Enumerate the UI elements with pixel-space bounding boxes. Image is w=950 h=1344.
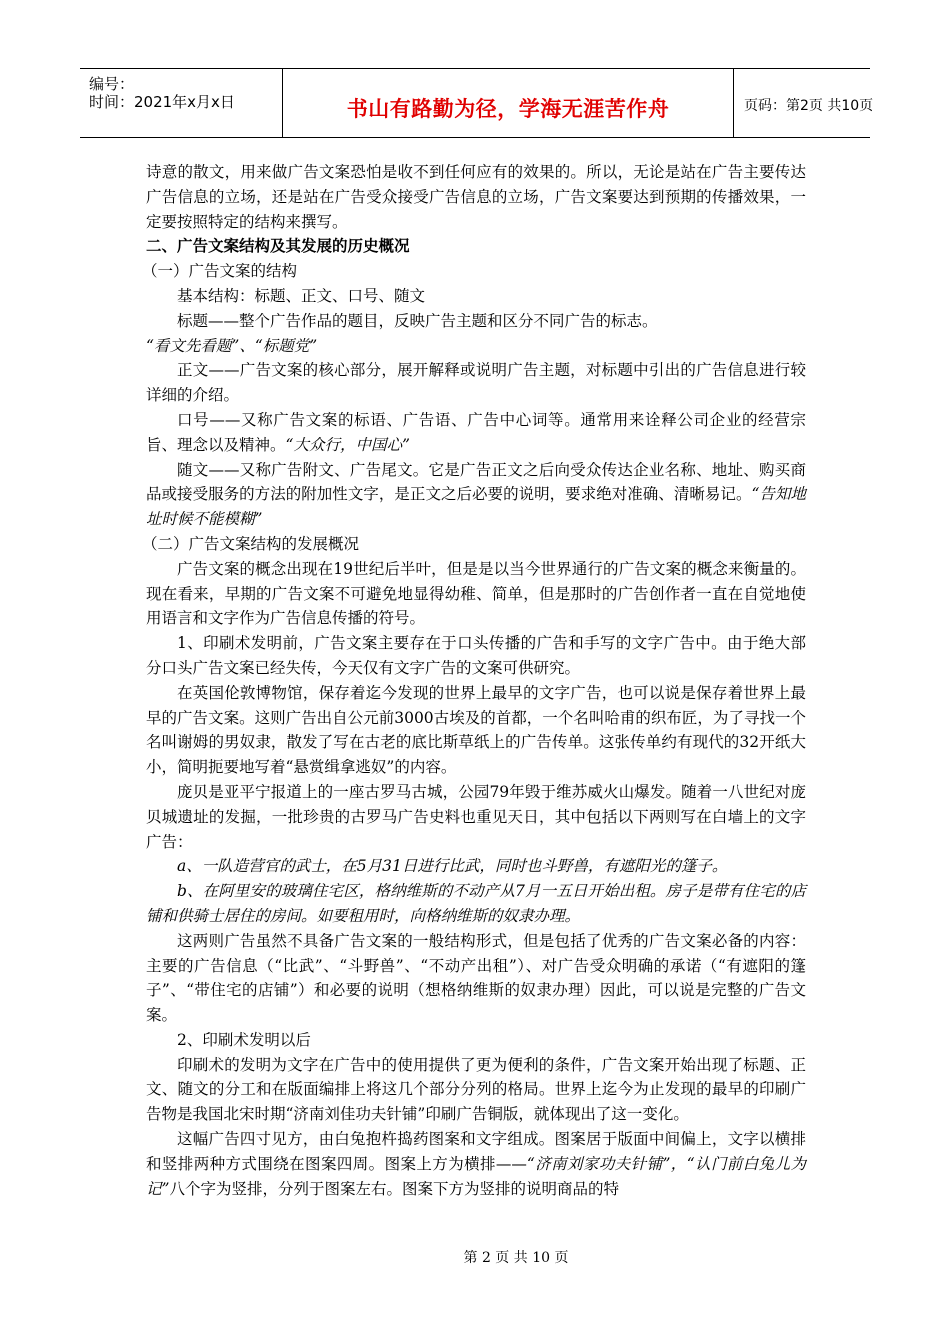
quote-title: “看文先看题”、“标题党” xyxy=(146,336,318,355)
header-motto: 书山有路勤为径，学海无涯苦作舟 xyxy=(346,97,670,121)
quote-white-rabbit: “认门前白兔儿为记” xyxy=(146,1154,806,1198)
paragraph-slogan-definition xyxy=(146,408,806,458)
paragraph-after-printing-heading: 2、印刷术发明以后 xyxy=(177,1030,311,1049)
quote-suiwen: “告知地址时候不能模糊” xyxy=(146,485,806,529)
header-motto-cell xyxy=(282,69,734,137)
paragraph-intro-continued: 诗意的散文，用来做广告文案恐怕是收不到任何应有的效果的。所以，无论是站在广告主要传达广告信息的立场，还是站在广告受众接受广告信息的立场，广告文案要达到预期的传播效果，一定要按照特定的结构来撰写。 xyxy=(146,163,806,231)
paragraph-pompeii: 庞贝是亚平宁报道上的一座古罗马古城，公园79年毁于维苏威火山爆发。随着一八世纪对庞贝城遗址的发掘，一批珍贵的古罗马广告史料也重见天日，其中包括以下两则写在白墙上的文字广告： xyxy=(146,782,806,851)
paragraph-body-definition: 正文——广告文案的核心部分，展开解释或说明广告主题，对标题中引出的广告信息进行较详细的介绍。 xyxy=(146,361,806,405)
document-date-label: 时间：2021年x月x日 xyxy=(89,93,235,111)
page-footer xyxy=(0,1247,950,1267)
paragraph-before-printing: 1、印刷术发明前，广告文案主要存在于口头传播的广告和手写的文字广告中。由于绝大部分口头广告文案已经失传，今天仅有文字广告的文案可供研究。 xyxy=(146,634,806,677)
rabbit-ad-text-start: 这幅广告四寸见方，由白兔抱杵捣药图案和文字组成。图案居于版面中间偏上，文字以横排和竖排两种方式围绕在图案四周。图案上方为横排—— xyxy=(146,1130,806,1173)
quote-shop-name: “济南刘家功夫针铺”， xyxy=(526,1154,687,1173)
list-item-b: b、在阿里安的玻璃住宅区，格纳维斯的不动产从7月一五日开始出租。房子是带有住宅的店铺和供骑士居住的房间。如要租用时，向格纳维斯的奴隶办理。 xyxy=(146,882,806,925)
subsection-heading-development: （二）广告文案结构的发展概况 xyxy=(142,534,360,553)
paragraph-printing-invention: 印刷术的发明为文字在广告中的使用提供了更为便利的条件，广告文案开始出现了标题、正文、随文的分工和在版面编排上将这几个部分分列的格局。世界上迄今为止发现的最早的印刷广告物是我国北宋时期“济南刘佳功夫针铺”印刷广告铜版，就体现出了这一变化。 xyxy=(146,1055,806,1124)
list-item-a: a、一队造营官的武士，在5月31日进行比武，同时也斗野兽，有遮阳光的篷子。 xyxy=(177,857,728,876)
quote-slogan: “大众行，中国心” xyxy=(285,435,410,454)
header-page-info: 页码：第2页 共10页 xyxy=(744,98,874,114)
document-body xyxy=(142,160,806,1201)
page-header xyxy=(80,68,874,138)
subsection-heading-structure: （一）广告文案的结构 xyxy=(142,262,298,281)
paragraph-title-definition: 标题——整个广告作品的题目，反映广告主题和区分不同广告的标志。 xyxy=(177,311,658,330)
document-number-label: 编号： xyxy=(89,75,135,93)
slogan-definition-text: 口号——又称广告文案的标语、广告语、广告中心词等。通常用来诠释公司企业的经营宗旨、理念以及精神。 xyxy=(146,410,806,454)
paragraph-suiwen-definition xyxy=(146,458,806,532)
header-meta-cell xyxy=(80,69,282,137)
paragraph-development: 广告文案的概念出现在19世纪后半叶，但是是以当今世界通行的广告文案的概念来衡量的。现在看来，早期的广告文案不可避免地显得幼稚、简单，但是那时的广告创作者一直在自觉地使用语言和文字作为广告信息传播的符号。 xyxy=(146,559,806,628)
suiwen-definition-text: 随文——又称广告附文、广告尾文。它是广告正文之后向受众传达企业名称、地址、购买商品或接受服务的方法的附加性文字，是正文之后必要的说明，要求绝对准确、清晰易记。 xyxy=(146,460,806,504)
paragraph-analysis: 这两则广告虽然不具备广告文案的一般结构形式，但是包括了优秀的广告文案必备的内容：主要的广告信息（“比武”、“斗野兽”、“不动产出租”）、对广告受众明确的承诺（“有遮阳的篷子”、“带住宅的店铺”）和必要的说明（想格纳维斯的奴隶办理）因此，可以说是完整的广告文案。 xyxy=(146,931,806,1025)
footer-page-number: 第 2 页 共 10 页 xyxy=(463,1250,569,1266)
rabbit-ad-text-end: 八个字为竖排，分列于图案左右。图案下方为竖排的说明商品的特 xyxy=(169,1179,619,1198)
section-heading: 二、广告文案结构及其发展的历史概况 xyxy=(146,236,410,256)
header-page-cell xyxy=(734,69,874,137)
paragraph-basic-structure: 基本结构：标题、正文、口号、随文 xyxy=(177,286,426,305)
paragraph-rabbit-ad xyxy=(146,1127,806,1201)
paragraph-london-museum: 在英国伦敦博物馆，保存着迄今发现的世界上最早的文字广告，也可以说是保存着世界上最早的广告文案。这则广告出自公元前3000古埃及的首都，一个名叫哈甫的织布匠，为了寻找一个名叫谢姆的男奴隶，散发了写在古老的底比斯草纸上的广告传单。这张传单约有现代的32开纸大小，简明扼要地写着“悬赏缉拿逃奴”的内容。 xyxy=(146,683,806,777)
